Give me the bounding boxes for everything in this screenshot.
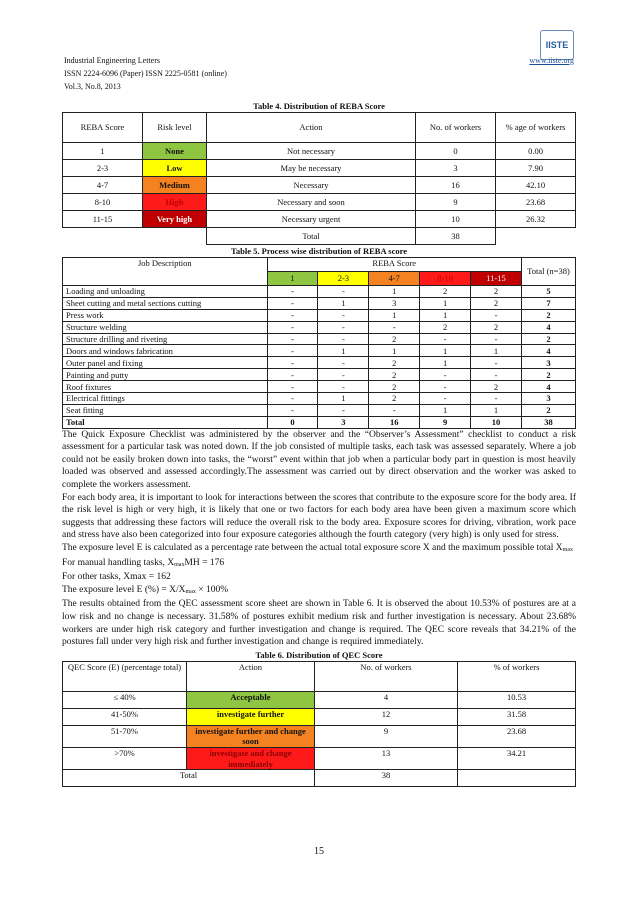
table5-row bbox=[63, 393, 576, 405]
reba-count-cell: 2 bbox=[369, 381, 420, 393]
table6-row bbox=[63, 725, 576, 747]
action-cell: May be necessary bbox=[207, 160, 416, 177]
pct-workers-cell: 0.00 bbox=[496, 143, 576, 160]
row-total-cell: 38 bbox=[521, 416, 575, 428]
pct-workers-cell: 26.32 bbox=[496, 211, 576, 228]
qec-action-badge: investigate further bbox=[187, 708, 315, 725]
reba-count-cell: 1 bbox=[318, 345, 369, 357]
table6-row bbox=[63, 748, 576, 770]
reba-count-cell: 2 bbox=[369, 333, 420, 345]
table5-score-col-header: 8-10 bbox=[420, 272, 471, 286]
reba-count-cell: 9 bbox=[420, 416, 471, 428]
table5-col-reba-score: REBA Score bbox=[267, 258, 521, 272]
reba-count-cell: 2 bbox=[471, 286, 522, 298]
reba-count-cell: 2 bbox=[369, 369, 420, 381]
table5-row bbox=[63, 381, 576, 393]
qec-score-cell: >70% bbox=[63, 748, 187, 770]
table6-blank bbox=[458, 770, 576, 787]
journal-name: Industrial Engineering Letters bbox=[64, 56, 160, 65]
job-description-cell: Doors and windows fabrication bbox=[63, 345, 268, 357]
risk-level-badge: None bbox=[143, 143, 207, 160]
paragraph-exposure-level: The exposure level E is calculated as a percentage rate between the actual total exposure score X and the maximum possible total $X_{max}$ bbox=[62, 543, 574, 554]
table4-col-workers: No. of workers bbox=[416, 113, 496, 143]
reba-count-cell: 1 bbox=[420, 357, 471, 369]
reba-count-cell: 1 bbox=[420, 297, 471, 309]
table6-col-qec-score: QEC Score (E) (percentage total) bbox=[63, 661, 187, 691]
table5-col-job-description: Job Description bbox=[63, 258, 268, 286]
reba-count-cell: 3 bbox=[318, 416, 369, 428]
table6-qec-distribution bbox=[62, 661, 576, 788]
reba-count-cell: - bbox=[267, 404, 318, 416]
table6-total-row bbox=[63, 770, 576, 787]
table4-header-row bbox=[63, 113, 576, 143]
page bbox=[62, 40, 576, 787]
row-total-cell: 3 bbox=[521, 357, 575, 369]
reba-count-cell: 1 bbox=[318, 393, 369, 405]
job-description-cell: Press work bbox=[63, 309, 268, 321]
table4-row bbox=[63, 177, 576, 194]
table4-blank bbox=[496, 228, 576, 245]
qec-score-cell: 51-70% bbox=[63, 725, 187, 747]
reba-count-cell: - bbox=[267, 286, 318, 298]
reba-count-cell: 2 bbox=[471, 297, 522, 309]
table5-row bbox=[63, 333, 576, 345]
journal-url-link[interactable]: www.iiste.org bbox=[529, 56, 574, 65]
reba-count-cell: - bbox=[471, 369, 522, 381]
job-description-cell: Sheet cutting and metal sections cutting bbox=[63, 297, 268, 309]
table6-total-value: 38 bbox=[315, 770, 458, 787]
table6-col-pct-workers: % of workers bbox=[458, 661, 576, 691]
table4-total-row bbox=[63, 228, 576, 245]
reba-count-cell: 2 bbox=[420, 321, 471, 333]
reba-count-cell: - bbox=[267, 345, 318, 357]
job-description-cell: Total bbox=[63, 416, 268, 428]
pct-workers-cell: 31.58 bbox=[458, 708, 576, 725]
job-description-cell: Seat fitting bbox=[63, 404, 268, 416]
table5-row bbox=[63, 357, 576, 369]
table5-row bbox=[63, 345, 576, 357]
table5-caption: Table 5. Process wise distribution of REBA score bbox=[231, 246, 407, 256]
paragraph-manual-handling: For manual handling tasks, $X_{max}MH = 176$ bbox=[62, 557, 225, 568]
reba-score-cell: 11-15 bbox=[63, 211, 143, 228]
workers-cell: 10 bbox=[416, 211, 496, 228]
reba-count-cell: 10 bbox=[471, 416, 522, 428]
workers-cell: 9 bbox=[315, 725, 458, 747]
workers-cell: 4 bbox=[315, 691, 458, 708]
table6-row bbox=[63, 691, 576, 708]
pct-workers-cell: 23.68 bbox=[496, 194, 576, 211]
paragraph-qec-admin: The Quick Exposure Checklist was administered by the observer and the “Observer’s Assessment” checklist to conduct a risk assessment for a particular task was noted down. If the job consisted of multiple tasks, each task was assessed separately. Where a job could not be easily broken down into tasks, the “worst” event within that job when a particular body part in question is most heavily loaded was observed and assessed accordingly.The assessment was carried out by direct observation and the worker was asked to complete the workers assessment. bbox=[62, 429, 576, 491]
job-description-cell: Structure welding bbox=[63, 321, 268, 333]
workers-cell: 3 bbox=[416, 160, 496, 177]
reba-count-cell: - bbox=[420, 369, 471, 381]
workers-cell: 12 bbox=[315, 708, 458, 725]
row-total-cell: 3 bbox=[521, 393, 575, 405]
reba-count-cell: - bbox=[267, 393, 318, 405]
reba-score-cell: 8-10 bbox=[63, 194, 143, 211]
risk-level-badge: High bbox=[143, 194, 207, 211]
pct-workers-cell: 10.53 bbox=[458, 691, 576, 708]
table6-total-label: Total bbox=[63, 770, 315, 787]
table6-row bbox=[63, 708, 576, 725]
reba-count-cell: 1 bbox=[420, 309, 471, 321]
table5-score-col-header: 11-15 bbox=[471, 272, 522, 286]
reba-count-cell: 1 bbox=[420, 404, 471, 416]
row-total-cell: 5 bbox=[521, 286, 575, 298]
reba-count-cell: 3 bbox=[369, 297, 420, 309]
row-total-cell: 7 bbox=[521, 297, 575, 309]
table5-col-total: Total (n=38) bbox=[521, 258, 575, 286]
body-text bbox=[62, 429, 576, 649]
reba-count-cell: 1 bbox=[420, 345, 471, 357]
reba-count-cell: - bbox=[369, 321, 420, 333]
table5-row bbox=[63, 297, 576, 309]
table6-col-action: Action bbox=[187, 661, 315, 691]
reba-count-cell: - bbox=[369, 404, 420, 416]
action-cell: Necessary urgent bbox=[207, 211, 416, 228]
table5-score-col-header: 2-3 bbox=[318, 272, 369, 286]
running-header bbox=[62, 40, 576, 100]
row-total-cell: 2 bbox=[521, 333, 575, 345]
table6-col-workers: No. of workers bbox=[315, 661, 458, 691]
qec-action-badge: investigate and change immediately bbox=[187, 748, 315, 770]
reba-score-cell: 2-3 bbox=[63, 160, 143, 177]
reba-count-cell: - bbox=[471, 309, 522, 321]
table5-header-row bbox=[63, 258, 576, 272]
reba-count-cell: - bbox=[267, 309, 318, 321]
risk-level-badge: Medium bbox=[143, 177, 207, 194]
table4-col-risk-level: Risk level bbox=[143, 113, 207, 143]
journal-volume: Vol.3, No.8, 2013 bbox=[64, 82, 121, 91]
reba-count-cell: - bbox=[471, 357, 522, 369]
table5-score-col-header: 4-7 bbox=[369, 272, 420, 286]
reba-count-cell: - bbox=[318, 309, 369, 321]
table5-score-col-header: 1 bbox=[267, 272, 318, 286]
job-description-cell: Painting and putty bbox=[63, 369, 268, 381]
reba-count-cell: 1 bbox=[369, 309, 420, 321]
job-description-cell: Outer panel and fixing bbox=[63, 357, 268, 369]
reba-count-cell: - bbox=[318, 321, 369, 333]
table4-col-pct-workers: % age of workers bbox=[496, 113, 576, 143]
row-total-cell: 4 bbox=[521, 345, 575, 357]
table4-row bbox=[63, 211, 576, 228]
qec-score-cell: 41-50% bbox=[63, 708, 187, 725]
reba-score-cell: 4-7 bbox=[63, 177, 143, 194]
reba-count-cell: - bbox=[267, 297, 318, 309]
reba-count-cell: - bbox=[267, 357, 318, 369]
action-cell: Not necessary bbox=[207, 143, 416, 160]
reba-count-cell: 2 bbox=[471, 381, 522, 393]
risk-level-badge: Low bbox=[143, 160, 207, 177]
job-description-cell: Structure drilling and riveting bbox=[63, 333, 268, 345]
reba-count-cell: - bbox=[318, 333, 369, 345]
row-total-cell: 4 bbox=[521, 381, 575, 393]
reba-count-cell: - bbox=[267, 381, 318, 393]
reba-count-cell: 1 bbox=[471, 404, 522, 416]
reba-count-cell: - bbox=[318, 381, 369, 393]
reba-count-cell: - bbox=[318, 357, 369, 369]
risk-level-badge: Very high bbox=[143, 211, 207, 228]
page-number: 15 bbox=[314, 846, 324, 857]
reba-count-cell: - bbox=[420, 393, 471, 405]
reba-count-cell: 16 bbox=[369, 416, 420, 428]
table4-total-label: Total bbox=[207, 228, 416, 245]
row-total-cell: 2 bbox=[521, 369, 575, 381]
table4-reba-distribution bbox=[62, 112, 576, 245]
table4-total-value: 38 bbox=[416, 228, 496, 245]
reba-count-cell: 0 bbox=[267, 416, 318, 428]
action-cell: Necessary and soon bbox=[207, 194, 416, 211]
row-total-cell: 4 bbox=[521, 321, 575, 333]
row-total-cell: 2 bbox=[521, 404, 575, 416]
paragraph-exposure-formula: The exposure level E (%) = $X/X_{max} \times 100\%$ bbox=[62, 584, 229, 595]
reba-count-cell: - bbox=[420, 333, 471, 345]
reba-count-cell: 2 bbox=[369, 357, 420, 369]
pct-workers-cell: 7.90 bbox=[496, 160, 576, 177]
table5-row bbox=[63, 369, 576, 381]
paragraph-body-area: For each body area, it is important to look for interactions between the scores that contribute to the exposure score for the body area. If the risk level is high or very high, it is likely that one or two factors for each body area have been given a maximum score which suggests that addressing these factors will reduce the overall risk to the body area. Exposure scores for driving, vibration, work pace and stress have also been categorized into four exposure categories although the fourth category (very high) is only used for stress. bbox=[62, 492, 576, 541]
reba-count-cell: - bbox=[471, 333, 522, 345]
paragraph-results: The results obtained from the QEC assessment score sheet are shown in Table 6. It is observed the about 10.53% of postures are at a low risk and no change is necessary. 31.58% of postures exhibit medium risk and further investigation is necessary. About 23.68% workers are under high risk category and further investigation and change is required. The QEC score reveals that 34.21% of the postures fall under very high risk and further investigation and change is required immediately. bbox=[62, 599, 576, 648]
workers-cell: 9 bbox=[416, 194, 496, 211]
table5-total-row bbox=[63, 416, 576, 428]
reba-count-cell: 1 bbox=[369, 345, 420, 357]
reba-count-cell: 2 bbox=[471, 321, 522, 333]
pct-workers-cell: 42.10 bbox=[496, 177, 576, 194]
journal-issn: ISSN 2224-6096 (Paper) ISSN 2225-0581 (online) bbox=[64, 69, 227, 78]
paragraph-other-tasks: For other tasks, Xmax = 162 bbox=[62, 572, 171, 583]
reba-count-cell: - bbox=[318, 369, 369, 381]
table6-caption: Table 6. Distribution of QEC Score bbox=[255, 649, 383, 660]
job-description-cell: Loading and unloading bbox=[63, 286, 268, 298]
reba-count-cell: 1 bbox=[471, 345, 522, 357]
reba-count-cell: - bbox=[267, 321, 318, 333]
workers-cell: 0 bbox=[416, 143, 496, 160]
table5-row bbox=[63, 286, 576, 298]
reba-count-cell: 2 bbox=[420, 286, 471, 298]
table5-row bbox=[63, 404, 576, 416]
reba-count-cell: - bbox=[267, 333, 318, 345]
table5-row bbox=[63, 321, 576, 333]
reba-count-cell: - bbox=[318, 404, 369, 416]
reba-count-cell: - bbox=[420, 381, 471, 393]
table4-col-action: Action bbox=[207, 113, 416, 143]
workers-cell: 13 bbox=[315, 748, 458, 770]
table4-caption: Table 4. Distribution of REBA Score bbox=[253, 101, 385, 111]
table4-row bbox=[63, 160, 576, 177]
table5-row bbox=[63, 309, 576, 321]
reba-count-cell: 1 bbox=[369, 286, 420, 298]
reba-count-cell: - bbox=[267, 369, 318, 381]
workers-cell: 16 bbox=[416, 177, 496, 194]
reba-score-cell: 1 bbox=[63, 143, 143, 160]
pct-workers-cell: 23.68 bbox=[458, 725, 576, 747]
table4-blank bbox=[63, 228, 207, 245]
qec-score-cell: ≤ 40% bbox=[63, 691, 187, 708]
table4-col-reba-score: REBA Score bbox=[63, 113, 143, 143]
job-description-cell: Roof fixtures bbox=[63, 381, 268, 393]
table4-row bbox=[63, 143, 576, 160]
qec-action-badge: investigate further and change soon bbox=[187, 725, 315, 747]
iiste-logo: IISTE bbox=[540, 30, 574, 60]
reba-count-cell: 2 bbox=[369, 393, 420, 405]
table4-row bbox=[63, 194, 576, 211]
reba-count-cell: - bbox=[318, 286, 369, 298]
table5-process-reba bbox=[62, 257, 576, 429]
action-cell: Necessary bbox=[207, 177, 416, 194]
qec-action-badge: Acceptable bbox=[187, 691, 315, 708]
reba-count-cell: - bbox=[471, 393, 522, 405]
table6-header-row bbox=[63, 661, 576, 691]
pct-workers-cell: 34.21 bbox=[458, 748, 576, 770]
journal-info bbox=[64, 54, 227, 93]
reba-count-cell: 1 bbox=[318, 297, 369, 309]
row-total-cell: 2 bbox=[521, 309, 575, 321]
job-description-cell: Electrical fittings bbox=[63, 393, 268, 405]
